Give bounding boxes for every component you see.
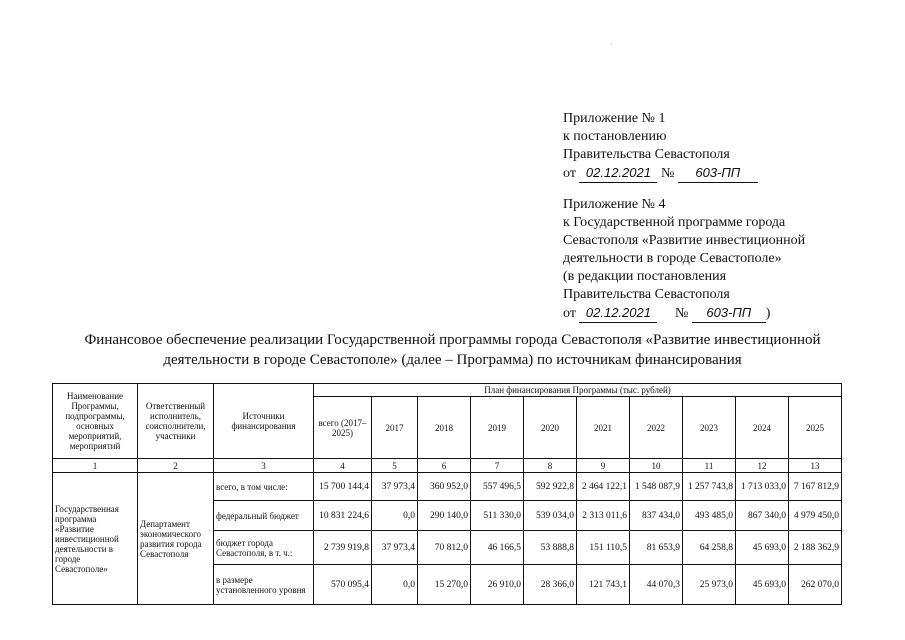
appendix-1-date-line bbox=[563, 164, 758, 183]
col-number: 6 bbox=[418, 459, 471, 473]
value-cell: 262 070,0 bbox=[789, 565, 842, 605]
header-year: 2024 bbox=[736, 397, 789, 459]
appendix-1-line: Правительства Севастополя bbox=[563, 147, 730, 162]
appendix-4-title: Приложение № 4 bbox=[563, 197, 666, 212]
value-cell: 539 034,0 bbox=[524, 501, 577, 531]
value-cell: 28 366,0 bbox=[524, 565, 577, 605]
header-year: 2025 bbox=[789, 397, 842, 459]
col-number: 2 bbox=[138, 459, 214, 473]
value-cell: 360 952,0 bbox=[418, 473, 471, 501]
header-year: 2018 bbox=[418, 397, 471, 459]
value-cell: 2 188 362,9 bbox=[789, 531, 842, 565]
value-cell: 557 496,5 bbox=[471, 473, 524, 501]
value-cell: 45 693,0 bbox=[736, 531, 789, 565]
value-cell: 867 340,0 bbox=[736, 501, 789, 531]
header-program: Наименование Программы, подпрограммы, основных мероприятий, мероприятий bbox=[53, 384, 138, 459]
col-number: 8 bbox=[524, 459, 577, 473]
source-cell: бюджет города Севастополя, в т. ч.: bbox=[214, 531, 314, 565]
col-number: 4 bbox=[314, 459, 372, 473]
title-line-2: деятельности в городе Севастополе» (далее – Программа) по источникам финансирования bbox=[163, 352, 742, 368]
appendix-1-title: Приложение № 1 bbox=[563, 111, 666, 126]
executor-cell: Департамент экономического развития города Севастополя bbox=[138, 473, 214, 605]
appendix-4-block bbox=[563, 196, 805, 323]
value-cell: 53 888,8 bbox=[524, 531, 577, 565]
value-cell: 25 973,0 bbox=[683, 565, 736, 605]
header-plan: План финансирования Программы (тыс. рублей) bbox=[314, 384, 842, 397]
program-name-cell: Государственная программа «Развитие инвестиционной деятельности в городе Севастополе» bbox=[53, 473, 138, 605]
date-prefix: от bbox=[563, 306, 576, 321]
appendix-1-block bbox=[563, 110, 758, 183]
value-cell: 26 910,0 bbox=[471, 565, 524, 605]
value-cell: 570 095,4 bbox=[314, 565, 372, 605]
appendix-4-line: Правительства Севастополя bbox=[563, 287, 730, 302]
col-number: 10 bbox=[630, 459, 683, 473]
value-cell: 493 485,0 bbox=[683, 501, 736, 531]
value-cell: 70 812,0 bbox=[418, 531, 471, 565]
value-cell: 0,0 bbox=[372, 501, 418, 531]
header-year: 2022 bbox=[630, 397, 683, 459]
col-number: 7 bbox=[471, 459, 524, 473]
value-cell: 7 167 812,9 bbox=[789, 473, 842, 501]
scan-dot: · bbox=[610, 40, 613, 49]
source-cell: федеральный бюджет bbox=[214, 501, 314, 531]
value-cell: 121 743,1 bbox=[577, 565, 630, 605]
value-cell: 2 313 011,6 bbox=[577, 501, 630, 531]
number-prefix: № bbox=[674, 306, 689, 321]
handwritten-date: 02.12.2021 bbox=[579, 164, 657, 183]
col-number: 3 bbox=[214, 459, 314, 473]
source-cell: всего, в том числе: bbox=[214, 473, 314, 501]
value-cell: 2 464 122,1 bbox=[577, 473, 630, 501]
header-row-1 bbox=[53, 384, 842, 397]
value-cell: 511 330,0 bbox=[471, 501, 524, 531]
value-cell: 46 166,5 bbox=[471, 531, 524, 565]
document-title bbox=[40, 330, 865, 370]
col-number: 12 bbox=[736, 459, 789, 473]
value-cell: 290 140,0 bbox=[418, 501, 471, 531]
column-number-row bbox=[53, 459, 842, 473]
appendix-4-line: к Государственной программе города bbox=[563, 215, 786, 230]
value-cell: 0,0 bbox=[372, 565, 418, 605]
appendix-4-line: деятельности в городе Севастополе» bbox=[563, 251, 782, 266]
closing-paren: ) bbox=[765, 306, 771, 321]
value-cell: 37 973,4 bbox=[372, 473, 418, 501]
value-cell: 44 070,3 bbox=[630, 565, 683, 605]
value-cell: 15 700 144,4 bbox=[314, 473, 372, 501]
appendix-4-date-line bbox=[563, 304, 805, 323]
header-year: 2021 bbox=[577, 397, 630, 459]
header-year: 2017 bbox=[372, 397, 418, 459]
value-cell: 10 831 224,6 bbox=[314, 501, 372, 531]
handwritten-number: 603-ПП bbox=[678, 164, 758, 183]
value-cell: 837 434,0 bbox=[630, 501, 683, 531]
value-cell: 1 548 087,9 bbox=[630, 473, 683, 501]
value-cell: 592 922,8 bbox=[524, 473, 577, 501]
header-executor: Ответственный исполнитель, соисполнители, участники bbox=[138, 384, 214, 459]
col-number: 11 bbox=[683, 459, 736, 473]
value-cell: 4 979 450,0 bbox=[789, 501, 842, 531]
number-prefix: № bbox=[660, 166, 675, 181]
title-line-1: Финансовое обеспечение реализации Государственной программы города Севастополя «Развитие инвестиционной bbox=[84, 332, 821, 348]
value-cell: 64 258,8 bbox=[683, 531, 736, 565]
header-sources: Источники финансирования bbox=[214, 384, 314, 459]
value-cell: 81 653,9 bbox=[630, 531, 683, 565]
col-number: 9 bbox=[577, 459, 630, 473]
appendix-4-line: Севастополя «Развитие инвестиционной bbox=[563, 233, 806, 248]
header-year: 2023 bbox=[683, 397, 736, 459]
header-year: 2019 bbox=[471, 397, 524, 459]
value-cell: 15 270,0 bbox=[418, 565, 471, 605]
handwritten-date: 02.12.2021 bbox=[579, 304, 657, 323]
header-year: всего (2017–2025) bbox=[314, 397, 372, 459]
appendix-4-line: (в редакции постановления bbox=[563, 269, 727, 284]
date-prefix: от bbox=[563, 166, 576, 181]
col-number: 5 bbox=[372, 459, 418, 473]
value-cell: 1 257 743,8 bbox=[683, 473, 736, 501]
appendix-1-line: к постановлению bbox=[563, 129, 667, 144]
value-cell: 1 713 033,0 bbox=[736, 473, 789, 501]
value-cell: 2 739 919,8 bbox=[314, 531, 372, 565]
value-cell: 151 110,5 bbox=[577, 531, 630, 565]
col-number: 1 bbox=[53, 459, 138, 473]
header-year: 2020 bbox=[524, 397, 577, 459]
source-cell: в размере установленного уровня bbox=[214, 565, 314, 605]
value-cell: 45 693,0 bbox=[736, 565, 789, 605]
col-number: 13 bbox=[789, 459, 842, 473]
value-cell: 37 973,4 bbox=[372, 531, 418, 565]
financing-table bbox=[52, 383, 842, 605]
handwritten-number: 603-ПП bbox=[692, 304, 766, 323]
table-row bbox=[53, 473, 842, 501]
